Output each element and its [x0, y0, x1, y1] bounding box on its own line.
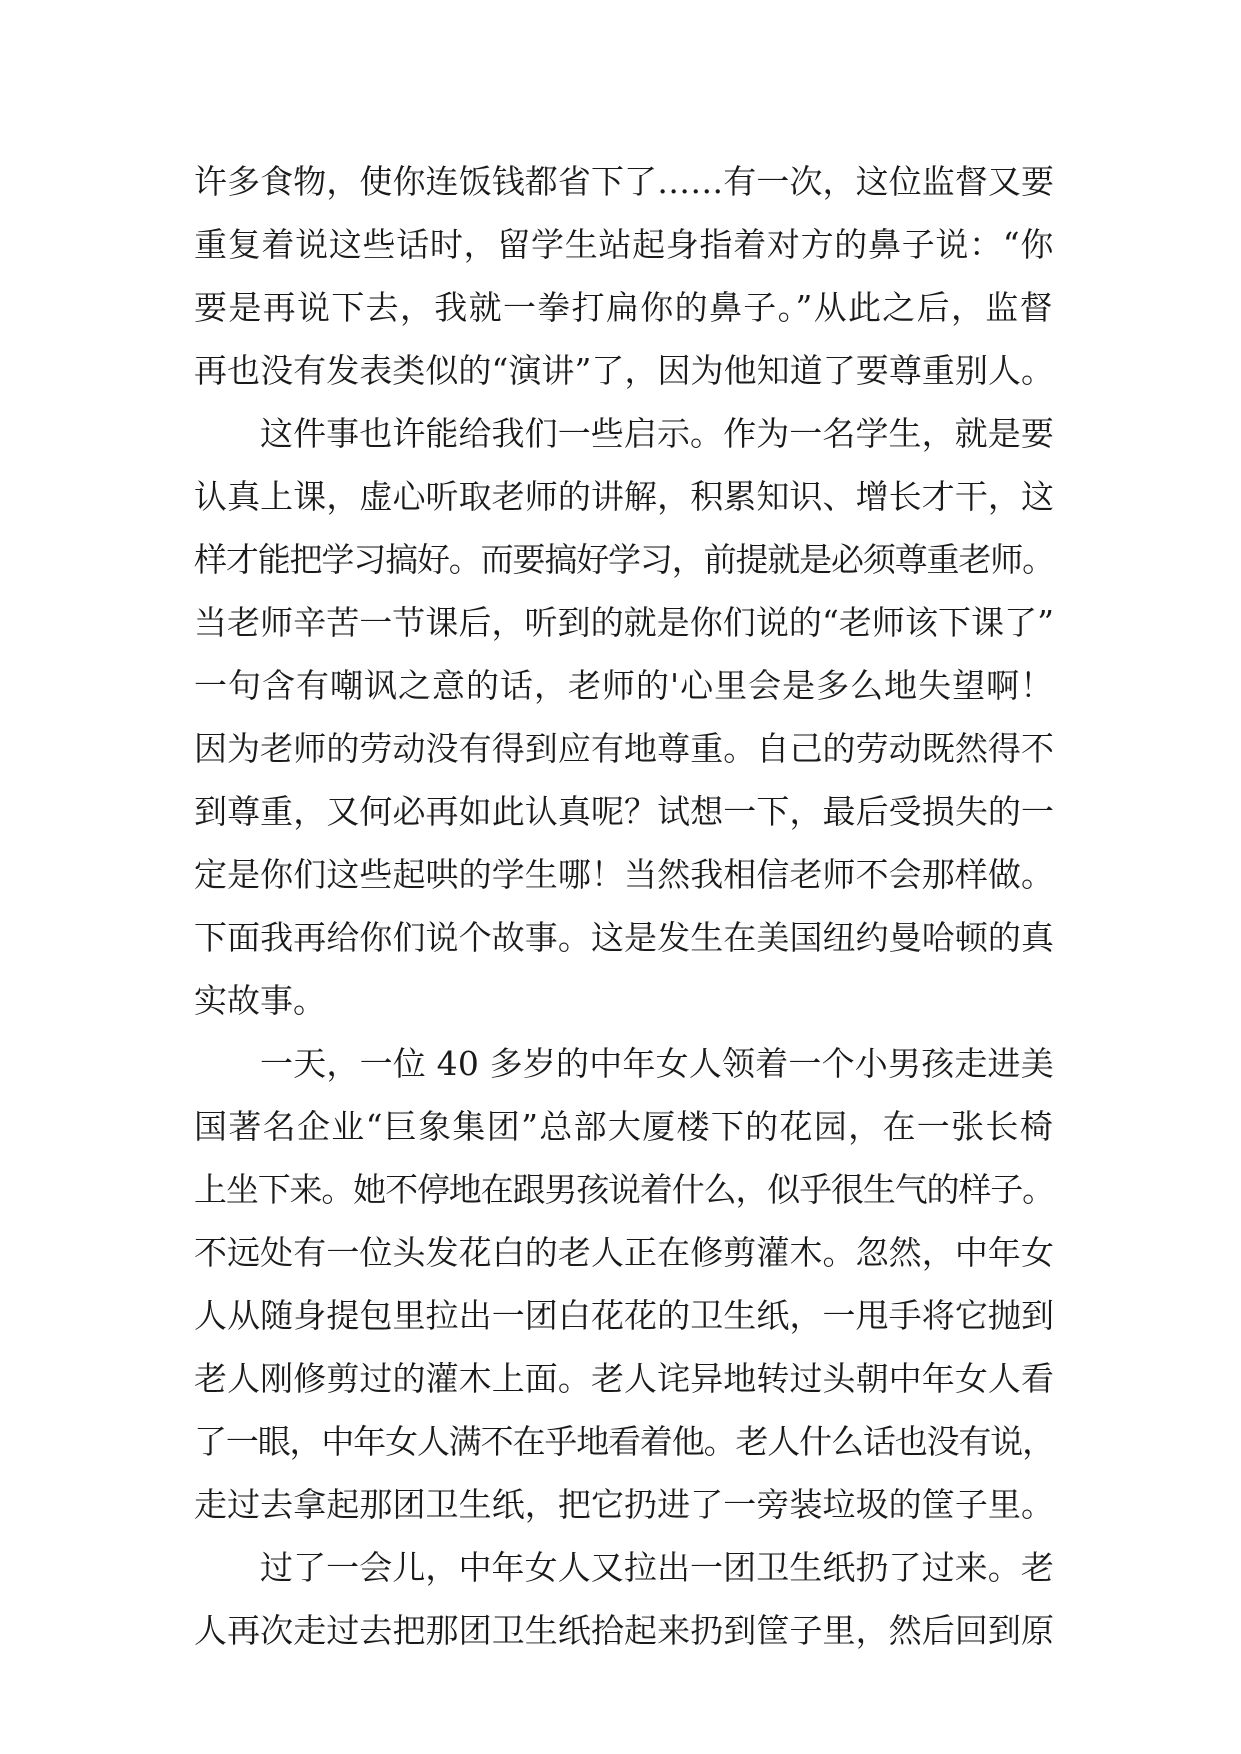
body-text	[194, 150, 1054, 1662]
text-line: 上坐下来。她不停地在跟男孩说着什么，似乎很生气的样子。	[194, 1170, 1054, 1209]
text-line: 因为老师的劳动没有得到应有地尊重。自己的劳动既然得不	[194, 729, 1055, 768]
text-line: 不远处有一位头发花白的老人正在修剪灌木。忽然，中年女	[194, 1233, 1055, 1272]
text-line: 了一眼，中年女人满不在乎地看着他。老人什么话也没有说，	[194, 1422, 1054, 1461]
text-line: 走过去拿起那团卫生纸，把它扔进了一旁装垃圾的筐子里。	[194, 1485, 1055, 1524]
text-line: 要是再说下去，我就一拳打扁你的鼻子。”从此之后，监督	[194, 288, 1054, 327]
paragraph-first-line: 过了一会儿，中年女人又拉出一团卫生纸扔了过来。老	[260, 1548, 1054, 1587]
text-line: 到尊重，又何必再如此认真呢？试想一下，最后受损失的一	[194, 792, 1055, 831]
text-line: 样才能把学习搞好。而要搞好学习，前提就是必须尊重老师。	[194, 540, 1054, 579]
text-line: 许多食物，使你连饭钱都省下了……有一次，这位监督又要	[194, 162, 1055, 201]
paragraph-first-line: 这件事也许能给我们一些启示。作为一名学生，就是要	[260, 414, 1054, 453]
paragraph-first-line: 一天，一位 40 多岁的中年女人领着一个小男孩走进美	[260, 1044, 1054, 1083]
text-line: 再也没有发表类似的“演讲”了，因为他知道了要尊重别人。	[194, 351, 1055, 390]
text-line: 当老师辛苦一节课后，听到的就是你们说的“老师该下课了”	[194, 603, 1055, 642]
text-line: 下面我再给你们说个故事。这是发生在美国纽约曼哈顿的真	[194, 918, 1055, 957]
text-line: 一句含有嘲讽之意的话，老师的'心里会是多么地失望啊！	[194, 666, 1055, 705]
text-line: 国著名企业“巨象集团”总部大厦楼下的花园，在一张长椅	[194, 1107, 1055, 1146]
text-line: 认真上课，虚心听取老师的讲解，积累知识、增长才干，这	[194, 477, 1055, 516]
text-line: 实故事。	[194, 981, 326, 1020]
text-line: 人再次走过去把那团卫生纸拾起来扔到筐子里，然后回到原	[194, 1611, 1055, 1650]
text-line: 定是你们这些起哄的学生哪！当然我相信老师不会那样做。	[194, 855, 1055, 894]
text-line: 重复着说这些话时，留学生站起身指着对方的鼻子说：“你	[194, 225, 1055, 264]
text-line: 老人刚修剪过的灌木上面。老人诧异地转过头朝中年女人看	[194, 1359, 1055, 1398]
text-line: 人从随身提包里拉出一团白花花的卫生纸，一甩手将它抛到	[194, 1296, 1055, 1335]
